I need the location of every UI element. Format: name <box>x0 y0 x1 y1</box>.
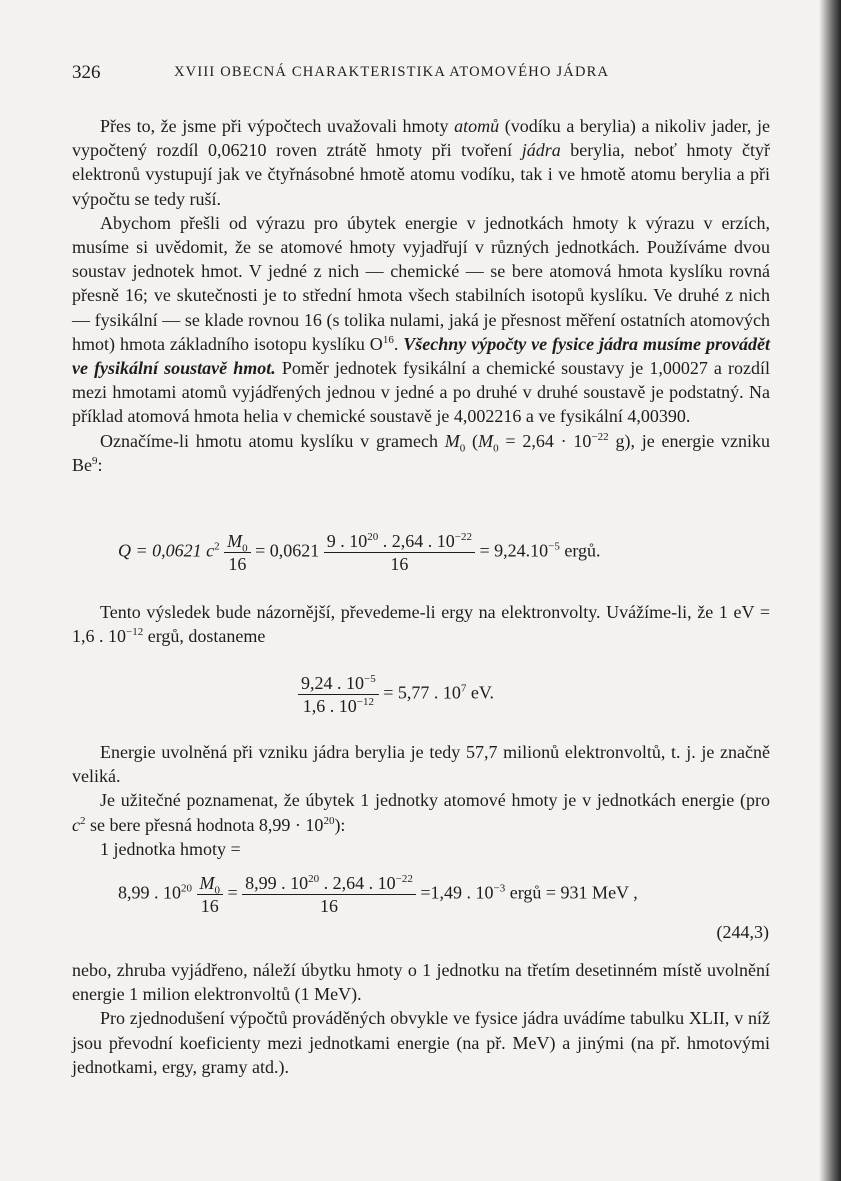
fraction-numeric-b: $\frac{8,99 . 10^{20} . 2,64 . 10^{-22}}{16}$ <box>242 872 416 917</box>
paragraph-2: Abychom přešli od výrazu pro úbytek energie v jednotkách hmoty k výrazu v erzích, musíme si uvědomit, že se atomové hmoty vyjadřují v různých jednotkách. Používáme dvou soustav jednotek hmot. V jedné z nich — chemické — se bere atomová hmota kyslíku rovná přesně 16; ve skutečnosti je to střední hmota všech stabilních isotopů kyslíku. Ve druhé z nich — fysikální — se klade rovnou 16 (s tolika nulami, jaká je přesnost měření ostatních atomových hmot) hmota základního isotopu kyslíku $O^{16}$. Všechny výpočty ve fysice jádra musíme provádět ve fysikální soustavě hmot. Poměr jednotek fysikální a chemické soustavy je 1,00027 a rozdíl mezi hmotami atomů vyjádřených jednou v jedné a po druhé v druhé soustavě je podstatný. Na příklad atomová hmota helia v chemické soustavě je 4,002216 a ve fysikální 4,00390. <box>72 212 770 427</box>
running-title: XVIII OBECNÁ CHARAKTERISTIKA ATOMOVÉHO JÁDRA <box>174 64 610 80</box>
fraction-numeric: $\frac{9 . 10^{20} . 2,64 . 10^{-22}}{16}$ <box>324 530 475 575</box>
page-number: 326 <box>72 62 101 83</box>
paragraph-1: Přes to, že jsme při výpočtech uvažovali hmoty atomů (vodíku a berylia) a nikoliv jader, je vypočtený rozdíl 0,06210 roven ztrátě hmoty při tvoření jádra berylia, neboť hmoty čtyř elektronů vystupují jak ve čtyřnásobné hmotě atomu vodíku, tak i ve hmotě atomu berylia a při výpočtu se tedy ruší. <box>72 116 770 209</box>
fraction-m0-16-b: $\frac{M_0}{16}$ <box>197 872 224 917</box>
text-block-middle <box>72 740 770 861</box>
paragraph-3: Označíme-li hmotu atomu kyslíku v gramech $M_0$ ($M_0 = 2,64 \cdot 10^{-22}$ g), je energie vzniku Be$^9$: <box>72 430 770 475</box>
page-edge-shadow <box>819 0 841 1181</box>
paragraph-5: Energie uvolněná při vzniku jádra berylia je tedy 57,7 milionů elektronvoltů, t. j. je značně veliká. <box>72 742 770 787</box>
text-block-ev <box>72 600 770 648</box>
paragraph-6: Je užitečné poznamenat, že úbytek 1 jednotky atomové hmoty je v jednotkách energie (pro $c^2$ se bere přesná hodnota $8,99 \cdot 10^{20}$): <box>72 790 770 835</box>
fraction-erg-ev: $\frac{9,24 . 10^{-5}}{1,6 . 10^{-12}}$ <box>298 672 379 717</box>
equation-be9-energy: Q = 0,0621 $c^2$ $\frac{M_0}{16}$ = 0,0621 $\frac{9 . 10^{20} . 2,64 . 10^{-22}}{16}$ = $9,24.10^{-5}$ ergů. <box>118 531 601 574</box>
equation-mass-unit: 8,99 . $10^{20}$ $\frac{M_0}{16}$ = $\frac{8,99 . 10^{20} . 2,64 . 10^{-22}}{16}$ =1,49 . $10^{-3}$ ergů = 931 MeV , <box>118 873 638 916</box>
page-header <box>72 62 772 86</box>
paragraph-8: Pro zjednodušení výpočtů prováděných obvykle ve fysice jádra uvádíme tabulku XLII, v níž jsou převodní koeficienty mezi jednotkami energie (na př. MeV) a jinými (na př. hmotovými jednotkami, ergy, gramy atd.). <box>72 1008 770 1077</box>
fraction-m0-16: $\frac{M_0}{16}$ <box>224 530 251 575</box>
paragraph-4: Tento výsledek bude názornější, převedeme-li ergy na elektronvolty. Uvážíme-li, že 1 eV = 1,6 . $10^{-12}$ ergů, dostaneme <box>72 602 770 647</box>
equation-number: (244,3) <box>716 922 769 942</box>
equation-ev-conversion: $\frac{9,24 . 10^{-5}}{1,6 . 10^{-12}}$ = 5,77 . $10^7$ eV. <box>298 672 494 717</box>
text-block-bottom <box>72 958 770 1079</box>
paragraph-7: nebo, zhruba vyjádřeno, náleží úbytku hmoty o 1 jednotku na třetím desetinném místě uvolnění energie 1 milion elektronvoltů (1 MeV). <box>72 960 770 1005</box>
text-block-top <box>72 114 770 477</box>
paragraph-6-line2: 1 jednotka hmoty = <box>100 838 241 859</box>
